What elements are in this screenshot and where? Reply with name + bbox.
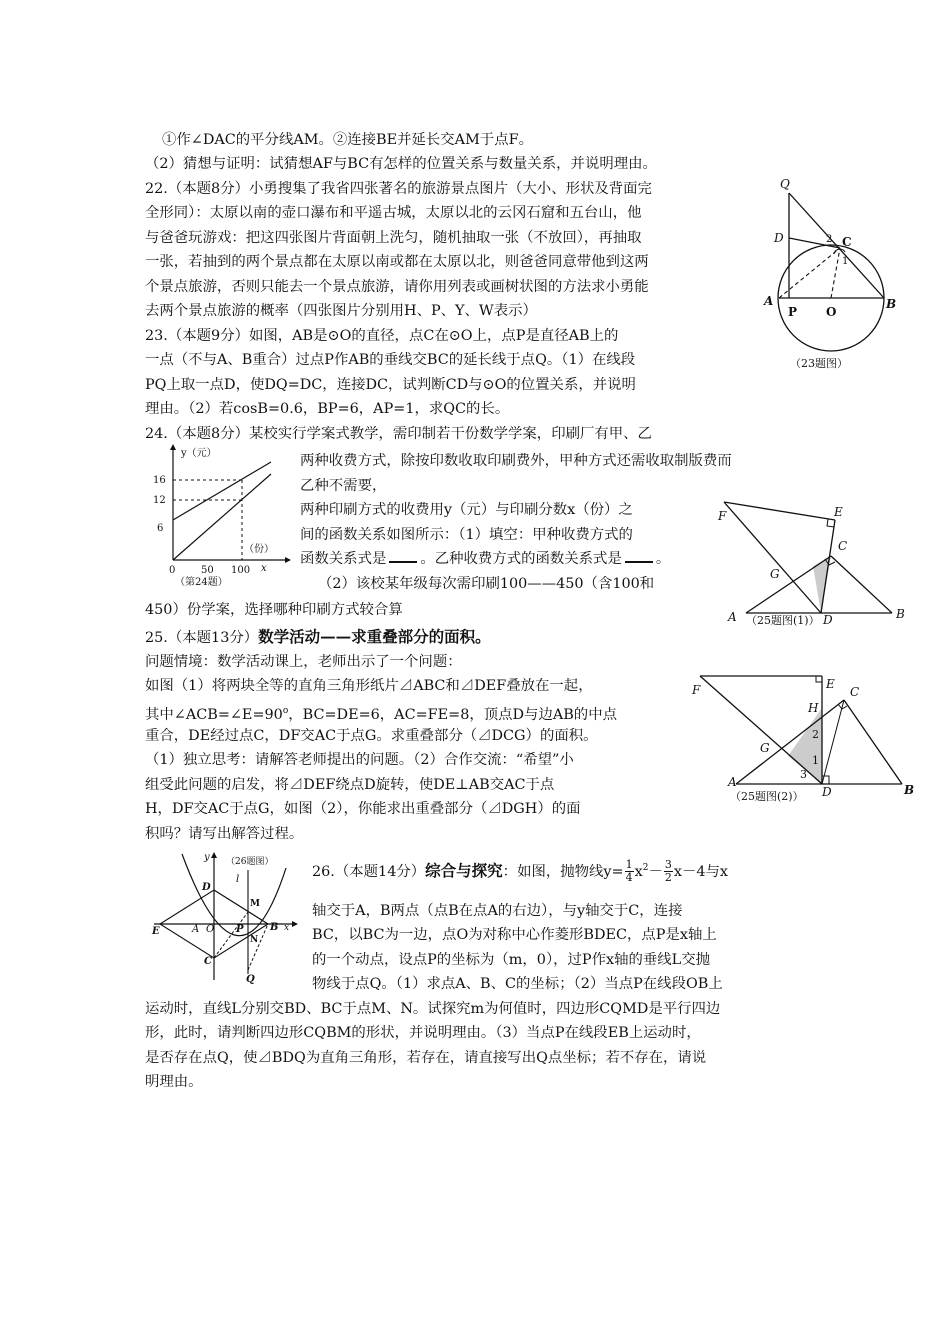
dashed-ac: [779, 248, 840, 298]
label-d: D: [774, 231, 784, 245]
f2-label-e: E: [826, 677, 835, 691]
q24-line-c: 450）份学案，选择哪种印刷方式较合算: [145, 602, 403, 618]
q24-blank-line: [300, 547, 670, 571]
q26-label-x: x: [284, 923, 290, 933]
q24-blank-post: 。: [655, 551, 671, 567]
frac2-num: 3: [664, 858, 672, 872]
q26-title-post-b: x－4与x: [673, 863, 729, 880]
q24-figure: [145, 440, 295, 588]
q26-line-1: 形，此时，请判断四边形CQBM的形状，并说明理由。（3）当点P在线段EB上运动时，: [145, 1025, 701, 1041]
y-label: y（元）: [181, 448, 217, 459]
q25-line2-sup: o: [282, 706, 289, 716]
q26-line-0: 运动时，直线L分别交BD、BC于点M、N。试探究m为何值时，四边形CQMD是平行四边: [145, 1001, 721, 1017]
q26-label-d: D: [202, 882, 211, 893]
q25-figure-1: [718, 498, 918, 633]
q25-caption-2: （25题图(2)）: [730, 790, 804, 803]
q25-line-2: 重合，DE经过点C，DF交AC于点G。求重叠部分（⊿DCG）的面积。: [145, 728, 598, 744]
q24-line-b: （2）该校某年级每次需印刷100——450（含100和: [318, 576, 655, 592]
label-p: P: [788, 305, 798, 319]
q25-line-5: H，DF交AC于点G，如图（2），你能求出重叠部分（⊿DGH）的面: [145, 801, 581, 817]
label-b: B: [886, 297, 897, 311]
frac2-den: 2: [664, 871, 672, 885]
label-q: Q: [780, 177, 790, 191]
side-cb: [831, 556, 892, 613]
q23-line-3: 理由。（2）若cosB=0.6，BP=6，AP=1，求QC的长。: [145, 401, 510, 417]
ytick-12: 12: [153, 495, 166, 506]
label-2: 2: [826, 234, 833, 245]
q26-label-m: M: [250, 899, 260, 909]
q26-figure: [150, 850, 300, 985]
q23-figure: [752, 168, 912, 378]
q21-part2: （2）猜想与证明：试猜想AF与BC有怎样的位置关系与数量关系，并说明理由。: [145, 156, 657, 172]
q22-line-4: 个景点旅游，否则只能去一个景点旅游，请你用列表或画树状图的方法求小勇能: [145, 279, 649, 295]
q26-right-0: 轴交于A，B两点（点B在点A的右边），与y轴交于C，连接: [312, 903, 683, 919]
line-jia: [173, 462, 271, 520]
q26-right-2: 的一个动点，设点P的坐标为（m，0），过P作x轴的垂线L交抛: [312, 952, 711, 968]
q26-line-3: 明理由。: [145, 1074, 203, 1090]
q26-label-p: P: [236, 924, 244, 935]
x-label: x: [261, 563, 267, 574]
side-ac: [736, 700, 844, 784]
f1-label-e: E: [834, 505, 843, 519]
q26-mid-b: －: [648, 863, 663, 880]
label-a: A: [764, 294, 774, 308]
q25-line-6: 积吗？请写出解答过程。: [145, 826, 304, 842]
q25-line-3: （1）独立思考：请解答老师提出的问题。（2）合作交流：“希望”小: [145, 752, 574, 768]
q25-title-pre: 25.（本题13分）: [145, 630, 259, 646]
q26-right-1: BC，以BC为一边，点O为对称中心作菱形BDEC，点P是x轴上: [312, 927, 717, 943]
f1-label-g: G: [770, 567, 780, 581]
q25-line-4: 组受此问题的启发，将⊿DEF绕点D旋转，使DE⊥AB交AC于点: [145, 777, 555, 793]
f2-label-g: G: [760, 741, 770, 755]
q26-mid-a: x: [634, 863, 643, 880]
q26-label-a: A: [192, 924, 200, 935]
q26-label-l: l: [236, 874, 240, 885]
q24-right-3: 间的函数关系如图所示：（1）填空：甲种收费方式的: [300, 527, 633, 543]
q26-label-y: y: [204, 852, 210, 863]
q22-line-3: 一张，若抽到的两个景点都在太原以南或都在太原以北，则爸爸同意带他到这两: [145, 254, 649, 270]
fraction-3-2: [664, 859, 673, 884]
q25-line2-pre: 其中∠ACB=∠E=90: [145, 706, 283, 723]
q25-title: [145, 625, 491, 650]
segment-dc: [822, 700, 844, 784]
frac1-num: 1: [625, 858, 633, 872]
q22-line-5: 去两个景点旅游的概率（四张图片分别用H、P、Y、W表示）: [145, 303, 537, 319]
q25-line-2x: [145, 699, 617, 727]
q26-line-2: 是否存在点Q，使⊿BDQ为直角三角形，若存在，请直接写出Q点坐标；若不存在，请说: [145, 1050, 707, 1066]
f2-label-1: 1: [812, 754, 819, 767]
f1-label-c: C: [838, 539, 848, 553]
q26-label-q: Q: [246, 974, 255, 985]
q26-label-n: N: [250, 935, 259, 945]
ytick-16: 16: [153, 475, 166, 486]
q24-right-2: 两种印刷方式的收费用y（元）与印刷分数x（份）之: [300, 502, 633, 518]
q26-right-3: 物线于点Q。（1）求点A、B、C的坐标；（2）当点P在线段OB上: [312, 976, 723, 992]
answer-blank-1[interactable]: [389, 549, 417, 563]
f2-label-f: F: [692, 683, 701, 697]
q25-title-bold: 数学活动——求重叠部分的面积。: [258, 627, 491, 646]
q26-label-c: C: [204, 956, 212, 967]
dashed-oc: [831, 248, 840, 298]
q21-step-line: ①作∠DAC的平分线AM。②连接BE并延长交AM于点F。: [162, 132, 533, 148]
q22-line-0: 22.（本题8分）小勇搜集了我省四张著名的旅游景点图片（大小、形状及背面完: [145, 181, 652, 197]
q26-title-bold: 综合与探究: [425, 860, 503, 880]
side-fe: [724, 502, 835, 520]
answer-blank-2[interactable]: [625, 549, 653, 563]
f1-label-b: B: [896, 607, 905, 621]
side-fd: [724, 502, 821, 613]
f1-label-f: F: [718, 509, 727, 523]
label-1: 1: [842, 256, 849, 267]
f1-label-d: D: [823, 613, 833, 627]
q24-blank-pre: 函数关系式是: [300, 551, 387, 567]
q23-line-2: PQ上取一点D，使DQ=DC，连接DC，试判断CD与⊙O的位置关系，并说明: [145, 377, 636, 393]
line-qb: [789, 193, 884, 298]
ytick-6: 6: [157, 523, 164, 534]
xtick-0: 0: [169, 565, 176, 576]
frac1-den: 4: [625, 871, 633, 885]
q26-title: [312, 856, 728, 884]
q24-right-1: 乙种不需要，: [300, 478, 387, 494]
f2-label-3: 3: [800, 768, 807, 781]
q25-line-0: 问题情境：数学活动课上，老师出示了一个问题：: [145, 654, 462, 670]
q24-line-0: 24.（本题8分）某校实行学案式教学，需印制若干份数学学案，印刷厂有甲、乙: [145, 426, 652, 442]
f2-label-2: 2: [812, 728, 819, 741]
q25-figure-2: [692, 672, 922, 807]
f2-label-c: C: [850, 685, 860, 699]
q25-line2-post: ，BC=DE=6，AC=FE=8，顶点D与边AB的中点: [288, 706, 617, 723]
q26-label-e: E: [152, 926, 160, 937]
q26-mid-sup: 2: [642, 863, 649, 873]
fraction-1-4: [625, 859, 634, 884]
q26-title-pre: 26.（本题14分）: [312, 863, 426, 880]
q24-caption: （第24题）: [175, 577, 228, 588]
q23-caption: （23题图）: [790, 357, 848, 370]
q26-title-post-a: ：如图，抛物线y=: [502, 863, 624, 880]
f2-label-a: A: [728, 775, 737, 789]
xtick-100: 100: [231, 565, 251, 576]
f2-label-h: H: [808, 701, 819, 715]
label-o: O: [826, 305, 837, 319]
q23-line-0: 23.（本题9分）如图，AB是⊙O的直径，点C在⊙O上，点P是直径AB上的: [145, 328, 619, 344]
side-cb: [844, 700, 902, 784]
q26-label-b: B: [270, 922, 279, 933]
q24-blank-mid: 。乙种收费方式的函数关系式是: [420, 551, 622, 567]
q25-line-1: 如图（1）将两块全等的直角三角形纸片⊿ABC和⊿DEF叠放在一起，: [145, 678, 593, 694]
q26-caption: （26题图）: [226, 857, 274, 867]
q22-line-1: 全形同）：太原以南的壶口瀑布和平遥古城，太原以北的云冈石窟和五台山，他: [145, 205, 642, 221]
q26-label-o: O: [206, 924, 215, 935]
f2-label-d: D: [822, 785, 832, 799]
xtick-50: 50: [201, 565, 214, 576]
unit-label: （份）: [244, 544, 274, 555]
f2-label-b: B: [904, 783, 915, 797]
label-c: C: [842, 235, 852, 249]
q25-caption-1: （25题图(1)）: [746, 614, 820, 627]
q22-line-2: 与爸爸玩游戏：把这四张图片背面朝上洗匀，随机抽取一张（不放回），再抽取: [145, 230, 642, 246]
f1-label-a: A: [728, 610, 737, 624]
q23-line-1: 一点（不与A、B重合）过点P作AB的垂线交BC的延长线于点Q。（1）在线段: [145, 352, 636, 368]
q24-right-0: 两种收费方式，除按印数收取印刷费外，甲种方式还需收取制版费而: [300, 453, 732, 469]
